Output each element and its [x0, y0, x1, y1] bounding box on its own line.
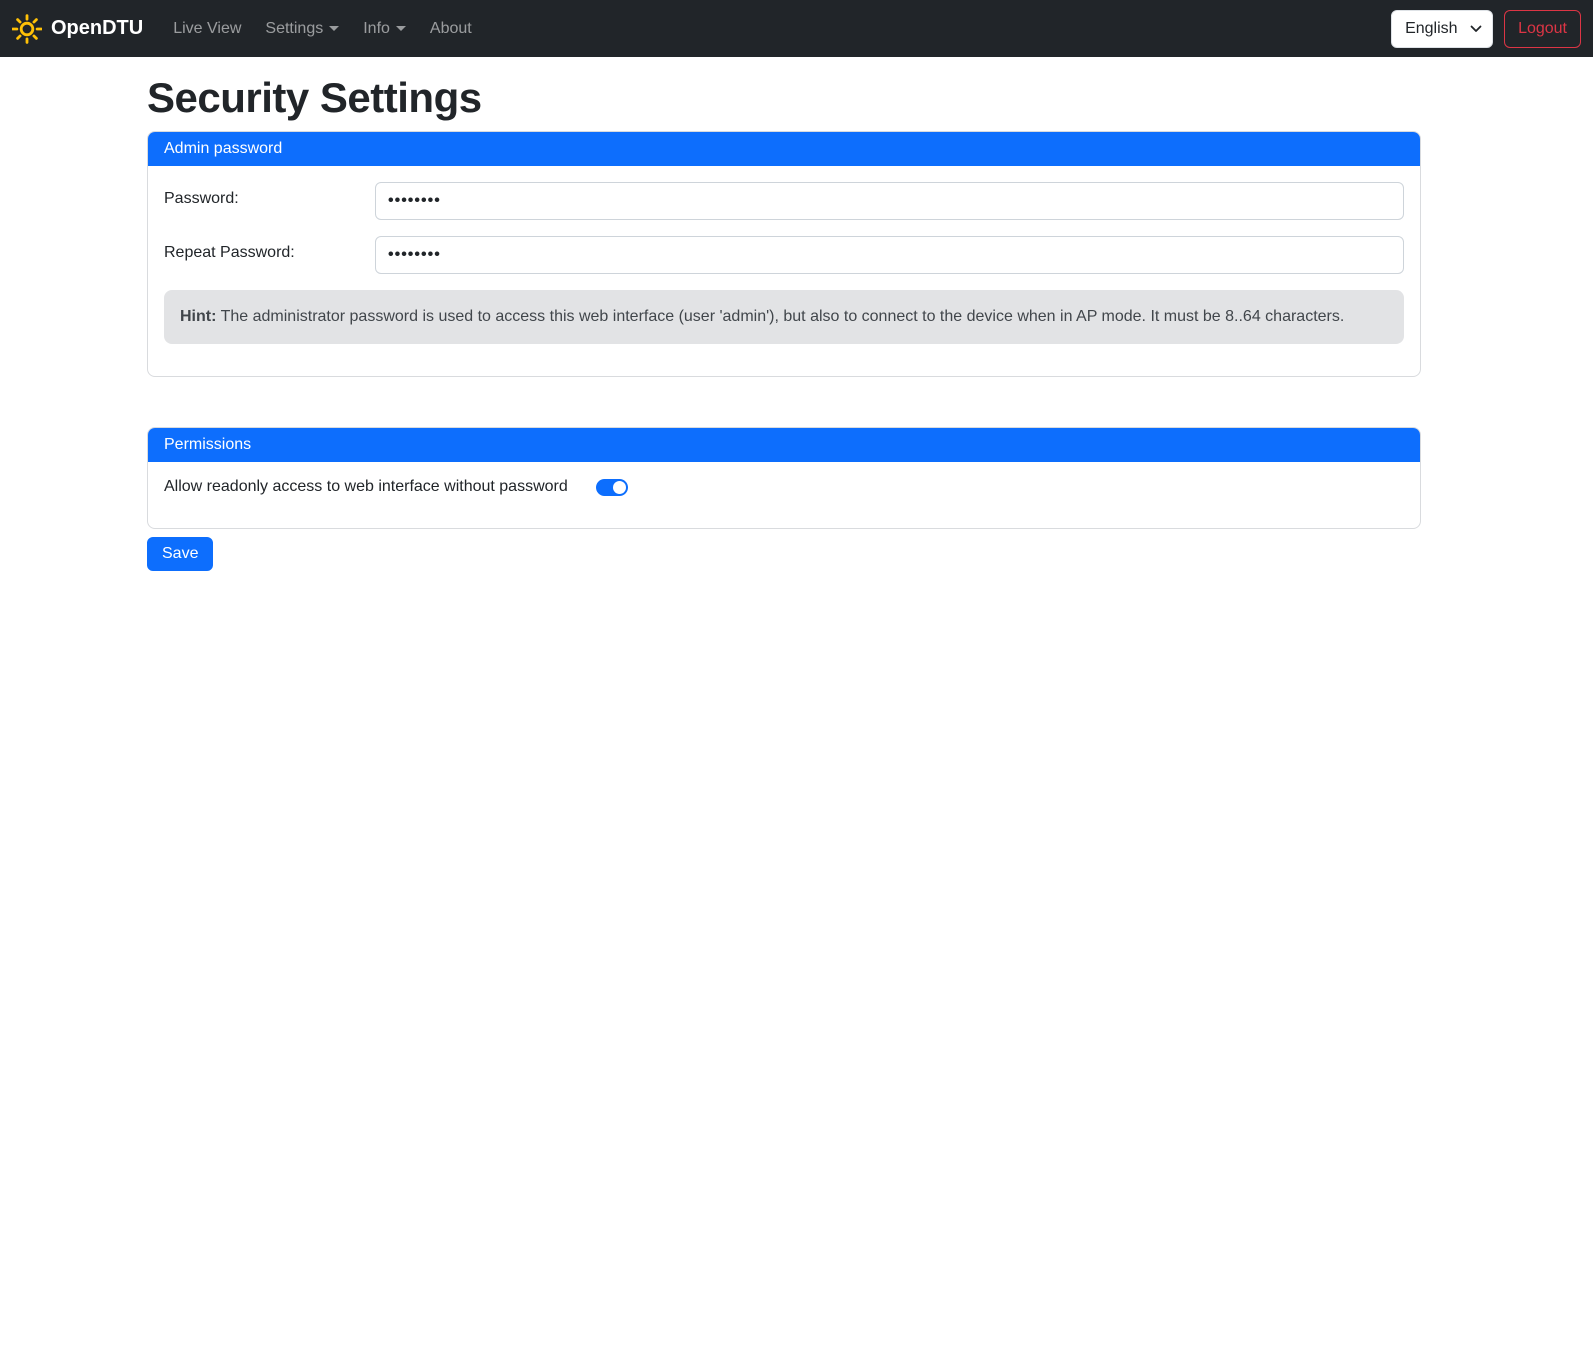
- navbar: [0, 0, 1593, 57]
- password-label: Password:: [164, 190, 239, 207]
- readonly-access-toggle[interactable]: [596, 479, 628, 496]
- password-hint-label: Hint:: [180, 308, 217, 325]
- admin-password-card-body: [148, 166, 1420, 376]
- repeat-password-label: Repeat Password:: [164, 244, 295, 261]
- password-input[interactable]: [375, 182, 1404, 220]
- save-button[interactable]: Save: [147, 537, 213, 571]
- brand-label: OpenDTU: [51, 17, 144, 39]
- nav-item-live-view[interactable]: [161, 12, 253, 46]
- main-content: [147, 74, 1421, 571]
- navbar-right: [1391, 10, 1581, 48]
- password-hint: [164, 290, 1404, 344]
- page-title: Security Settings: [147, 74, 482, 121]
- language-select-wrapper: [1391, 10, 1493, 48]
- nav-item-info-label: Info: [363, 19, 390, 37]
- sun-icon: [12, 14, 42, 44]
- repeat-password-input[interactable]: [375, 236, 1404, 274]
- logout-button[interactable]: Logout: [1504, 10, 1581, 48]
- nav-item-info[interactable]: [351, 12, 418, 46]
- dropdown-caret-icon: [329, 26, 339, 31]
- admin-password-card: [147, 131, 1421, 377]
- nav-item-about[interactable]: [418, 12, 484, 46]
- nav-links: [161, 12, 484, 46]
- nav-item-settings[interactable]: [253, 12, 351, 46]
- toggle-knob: [613, 481, 626, 494]
- nav-item-about-label: About: [429, 19, 472, 37]
- nav-item-live-view-label: Live View: [173, 19, 242, 37]
- admin-password-card-header: Admin password: [148, 132, 1420, 166]
- nav-item-settings-label: Settings: [265, 19, 324, 37]
- password-row: [164, 182, 1404, 220]
- brand-link[interactable]: [12, 14, 143, 44]
- readonly-access-label: Allow readonly access to web interface without password: [164, 478, 568, 496]
- dropdown-caret-icon: [396, 26, 406, 31]
- permissions-card: [147, 427, 1421, 529]
- permissions-card-header: Permissions: [148, 428, 1420, 462]
- readonly-access-row: [164, 478, 1404, 496]
- permissions-card-body: [148, 462, 1420, 528]
- language-select[interactable]: [1391, 10, 1493, 48]
- repeat-password-row: [164, 236, 1404, 274]
- password-hint-text: The administrator password is used to access this web interface (user 'admin'), but also to connect to the device when in AP mode. It must be 8..64 characters.: [216, 308, 1345, 325]
